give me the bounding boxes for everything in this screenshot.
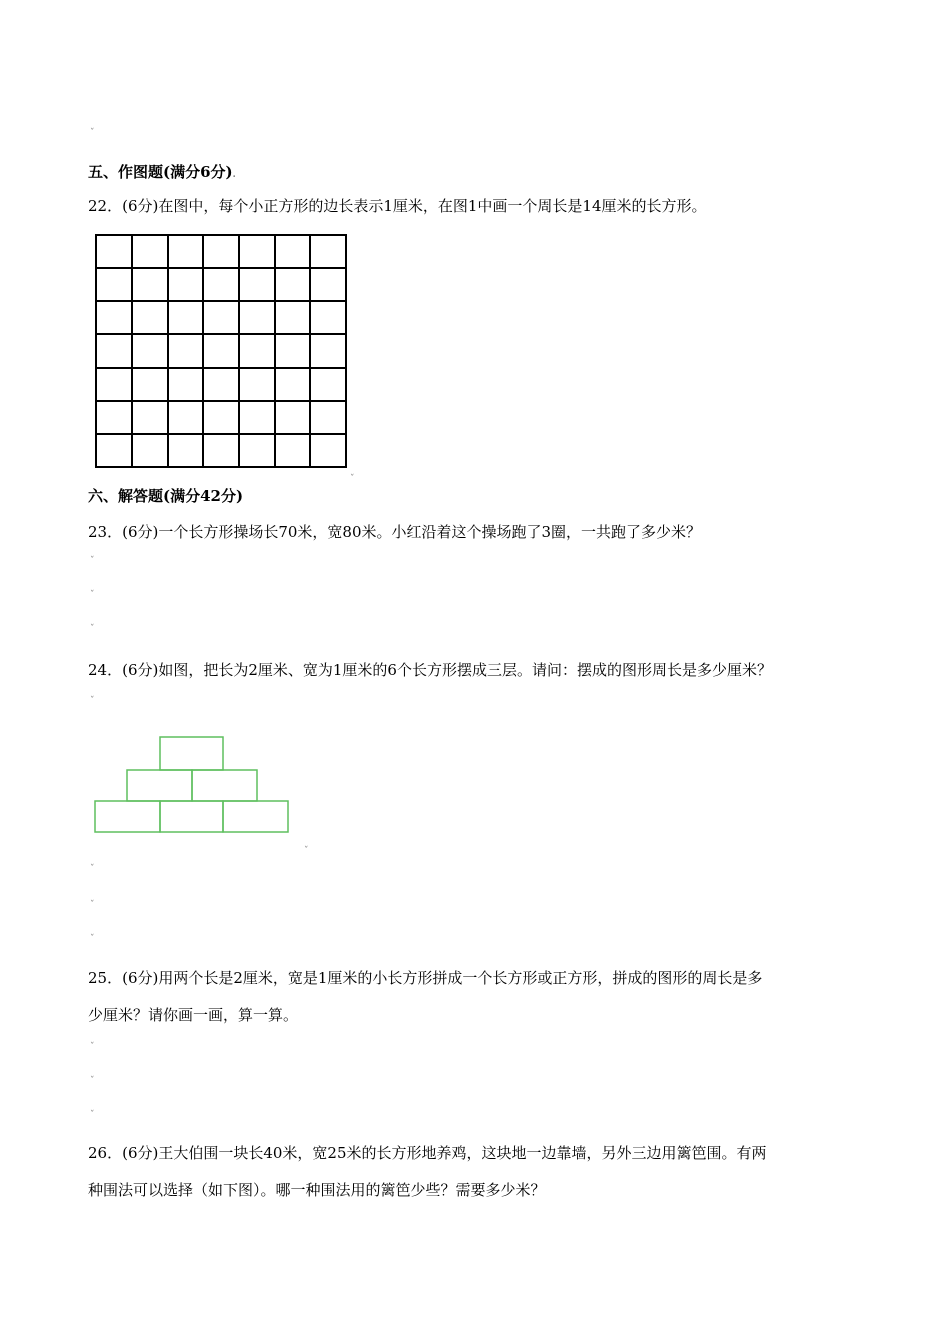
- question-22-text: 22．(6分)在图中，每个小正方形的边长表示1厘米，在图1中画一个周长是14厘米的长方形。: [88, 197, 707, 215]
- paragraph-mark: ˯: [90, 1068, 95, 1078]
- paragraph-mark: ˯: [90, 548, 95, 558]
- paragraph-mark: ˯: [90, 616, 95, 626]
- question-26-text-2: 种围法可以选择（如下图）。哪一种围法用的篱笆少些？需要多少米？: [88, 1181, 546, 1199]
- rectangle-middle-right: [192, 770, 257, 801]
- paragraph-mark: ˯: [90, 688, 95, 698]
- paragraph-mark: ˯: [90, 120, 95, 130]
- question-25-line-2: [88, 1005, 298, 1025]
- section-five-heading-text: 五、作图题(满分6分): [88, 163, 233, 181]
- rectangle-bottom-middle: [160, 801, 223, 832]
- rectangle-top: [160, 737, 223, 770]
- paragraph-mark: ˯: [350, 466, 355, 476]
- question-22: [88, 196, 707, 216]
- question-26-line-2: [88, 1180, 546, 1200]
- section-six-heading-text: 六、解答题(满分42分): [88, 487, 244, 505]
- section-six-heading: [88, 486, 243, 506]
- rectangle-bottom-right: [223, 801, 288, 832]
- question-25-line-1: [88, 968, 762, 988]
- paragraph-mark: ˯: [304, 838, 309, 848]
- grid-lines: [96, 235, 346, 467]
- paragraph-mark: .: [232, 170, 236, 180]
- question-24: [88, 660, 772, 680]
- paragraph-mark: ˯: [90, 1102, 95, 1112]
- question-25-text-1: 25．(6分)用两个长是2厘米，宽是1厘米的小长方形拼成一个长方形或正方形，拼成的图形的周长是多: [88, 969, 763, 987]
- question-23-text: 23．(6分)一个长方形操场长70米，宽80米。小红沿着这个操场跑了3圈，一共跑了多少米？: [88, 523, 702, 541]
- paragraph-mark: ˯: [90, 582, 95, 592]
- paragraph-mark: ˯: [90, 926, 95, 936]
- question-24-text: 24．(6分)如图，把长为2厘米、宽为1厘米的6个长方形摆成三层。请问：摆成的图形周长是多少厘米？: [88, 661, 772, 679]
- rectangle-bottom-left: [95, 801, 160, 832]
- question-25-text-2: 少厘米？请你画一画，算一算。: [88, 1006, 299, 1024]
- stacked-rectangles-figure: [90, 732, 320, 842]
- paragraph-mark: ˯: [90, 892, 95, 902]
- question-23: [88, 522, 701, 542]
- paragraph-mark: ˯: [90, 856, 95, 866]
- question-26-text-1: 26．(6分)王大伯围一块长40米，宽25米的长方形地养鸡，这块地一边靠墙，另外三边用篱笆围。有两: [88, 1144, 767, 1162]
- question-26-line-1: [88, 1143, 767, 1163]
- square-grid: [93, 232, 355, 477]
- paragraph-mark: ˯: [90, 1034, 95, 1044]
- section-five-heading: [88, 162, 236, 182]
- rectangle-middle-left: [127, 770, 192, 801]
